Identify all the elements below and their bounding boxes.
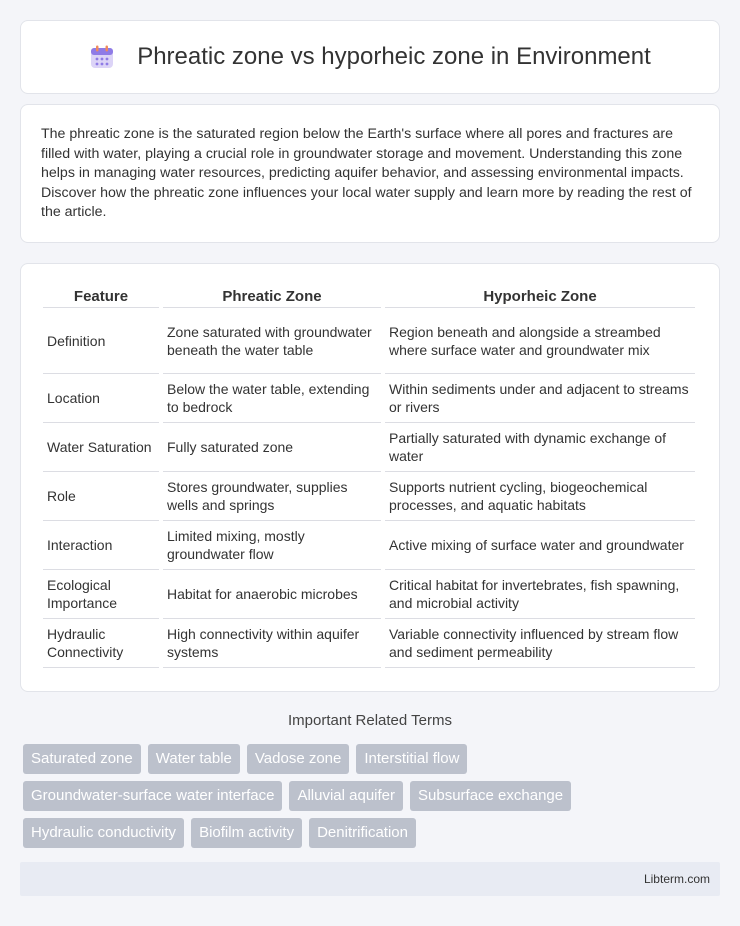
feature-cell: Ecological Importance xyxy=(43,570,159,619)
tag-row xyxy=(23,744,713,774)
tag-row xyxy=(23,781,713,811)
tag-biofilm-activity[interactable]: Biofilm activity xyxy=(191,818,302,848)
tag-row xyxy=(23,818,713,848)
table-row xyxy=(43,308,695,374)
table-row xyxy=(43,619,695,668)
tag-water-table[interactable]: Water table xyxy=(148,744,240,774)
table-row xyxy=(43,423,695,472)
table-row xyxy=(43,570,695,619)
feature-cell: Water Saturation xyxy=(43,423,159,472)
phreatic-cell: Stores groundwater, supplies wells and springs xyxy=(163,472,381,521)
comparison-table xyxy=(39,284,699,668)
footer-site-link[interactable]: Libterm.com xyxy=(643,872,710,886)
hyporheic-cell: Partially saturated with dynamic exchange of water xyxy=(385,423,695,472)
intro-card xyxy=(20,104,720,243)
phreatic-cell: Fully saturated zone xyxy=(163,423,381,472)
tag-hydraulic-conductivity[interactable]: Hydraulic conductivity xyxy=(23,818,184,848)
hyporheic-cell: Variable connectivity influenced by stream flow and sediment permeability xyxy=(385,619,695,668)
related-terms-list xyxy=(23,744,713,855)
tag-interstitial-flow[interactable]: Interstitial flow xyxy=(356,744,467,774)
tag-vadose-zone[interactable]: Vadose zone xyxy=(247,744,349,774)
phreatic-cell: Below the water table, extending to bedrock xyxy=(163,374,381,423)
phreatic-cell: Limited mixing, mostly groundwater flow xyxy=(163,521,381,570)
feature-cell: Role xyxy=(43,472,159,521)
phreatic-cell: Habitat for anaerobic microbes xyxy=(163,570,381,619)
hyporheic-cell: Supports nutrient cycling, biogeochemical processes, and aquatic habitats xyxy=(385,472,695,521)
header-card xyxy=(20,20,720,94)
comparison-table-card xyxy=(20,263,720,692)
header-phreatic: Phreatic Zone xyxy=(163,284,381,308)
tag-denitrification[interactable]: Denitrification xyxy=(309,818,416,848)
tag-saturated-zone[interactable]: Saturated zone xyxy=(23,744,141,774)
table-header-row xyxy=(43,284,695,308)
footer xyxy=(20,862,720,896)
intro-paragraph: The phreatic zone is the saturated region below the Earth's surface where all pores and fractures are filled with water, playing a crucial role in groundwater storage and movement. Understanding this zone helps in managing water resources, predicting aquifer behavior, and assessing environmental impacts. Discover how the phreatic zone influences your local water supply and learn more by reading the rest of the article. xyxy=(41,126,692,221)
related-terms-title: Important Related Terms xyxy=(288,712,452,729)
phreatic-cell: High connectivity within aquifer systems xyxy=(163,619,381,668)
feature-cell: Location xyxy=(43,374,159,423)
tag-groundwater-surface-water-interface[interactable]: Groundwater-surface water interface xyxy=(23,781,282,811)
table-row xyxy=(43,472,695,521)
table-row xyxy=(43,374,695,423)
phreatic-cell: Zone saturated with groundwater beneath the water table xyxy=(163,308,381,374)
hyporheic-cell: Region beneath and alongside a streambed where surface water and groundwater mix xyxy=(385,308,695,374)
feature-cell: Interaction xyxy=(43,521,159,570)
feature-cell: Definition xyxy=(43,308,159,374)
hyporheic-cell: Within sediments under and adjacent to streams or rivers xyxy=(385,374,695,423)
header-hyporheic: Hyporheic Zone xyxy=(385,284,695,308)
hyporheic-cell: Active mixing of surface water and groundwater xyxy=(385,521,695,570)
header-feature: Feature xyxy=(43,284,159,308)
calendar-icon xyxy=(89,44,115,70)
tag-subsurface-exchange[interactable]: Subsurface exchange xyxy=(410,781,571,811)
tag-alluvial-aquifer[interactable]: Alluvial aquifer xyxy=(289,781,403,811)
feature-cell: Hydraulic Connectivity xyxy=(43,619,159,668)
hyporheic-cell: Critical habitat for invertebrates, fish spawning, and microbial activity xyxy=(385,570,695,619)
table-row xyxy=(43,521,695,570)
page-title: Phreatic zone vs hyporheic zone in Environment xyxy=(137,43,651,70)
